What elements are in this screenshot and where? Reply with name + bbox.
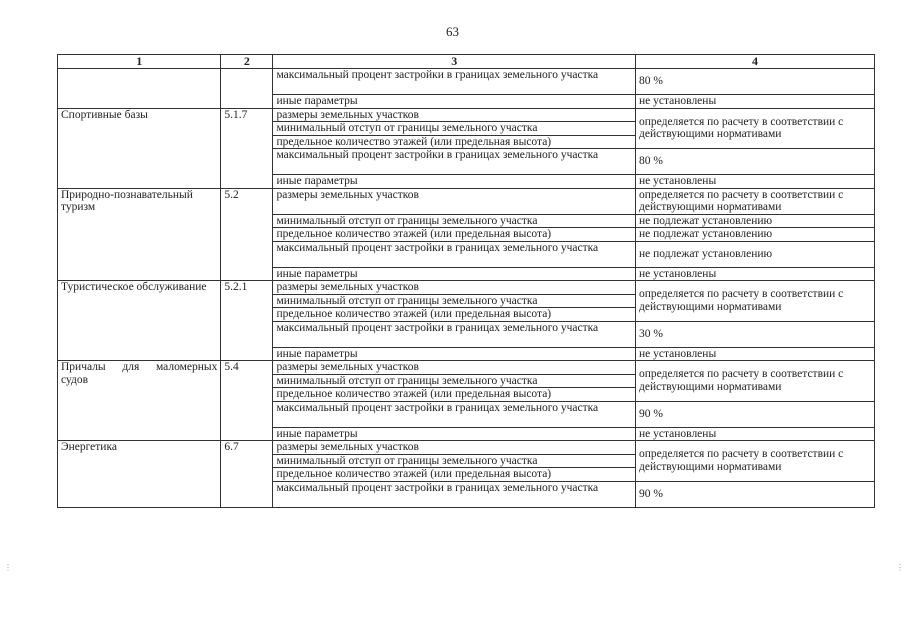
use-code-cell: 5.2 bbox=[221, 188, 273, 281]
use-name-cell bbox=[58, 69, 221, 109]
param-cell: максимальный процент застройки в границах земельного участка bbox=[273, 69, 636, 95]
param-cell: размеры земельных участков bbox=[273, 361, 636, 375]
param-cell: максимальный процент застройки в границах земельного участка bbox=[273, 401, 636, 427]
value-cell: 90 % bbox=[636, 401, 875, 427]
value-cell: не установлены bbox=[636, 175, 875, 189]
table-row bbox=[58, 188, 875, 214]
param-cell: максимальный процент застройки в границах земельного участка bbox=[273, 241, 636, 267]
value-cell: не подлежат установлению bbox=[636, 214, 875, 228]
scan-margin-mark-left: ⋮ bbox=[4, 563, 12, 572]
use-code-cell: 5.2.1 bbox=[221, 281, 273, 361]
table-row bbox=[58, 281, 875, 295]
table-row bbox=[58, 69, 875, 95]
value-cell: не установлены bbox=[636, 95, 875, 109]
param-cell: размеры земельных участков bbox=[273, 108, 636, 122]
value-cell: определяется по расчету в соответствии с действующими нормативами bbox=[636, 188, 875, 214]
value-cell: определяется по расчету в соответствии с действующими нормативами bbox=[636, 361, 875, 402]
scan-margin-mark-right: ⋮ bbox=[896, 563, 904, 572]
value-cell: не подлежат установлению bbox=[636, 228, 875, 242]
param-cell: минимальный отступ от границы земельного участка bbox=[273, 454, 636, 468]
param-cell: максимальный процент застройки в границах земельного участка bbox=[273, 149, 636, 175]
value-cell: определяется по расчету в соответствии с действующими нормативами bbox=[636, 441, 875, 482]
value-cell: не установлены bbox=[636, 427, 875, 441]
table-row bbox=[58, 108, 875, 122]
param-cell: минимальный отступ от границы земельного участка bbox=[273, 214, 636, 228]
param-cell: иные параметры bbox=[273, 267, 636, 281]
value-cell: 30 % bbox=[636, 321, 875, 347]
param-cell: максимальный процент застройки в границах земельного участка bbox=[273, 481, 636, 507]
use-name-cell: Туристическое обслуживание bbox=[58, 281, 221, 361]
header-row bbox=[58, 55, 875, 69]
header-col-3: 3 bbox=[273, 55, 636, 69]
table-row bbox=[58, 361, 875, 375]
land-use-regulations-table bbox=[57, 54, 875, 508]
param-cell: иные параметры bbox=[273, 427, 636, 441]
use-name-cell: Энергетика bbox=[58, 441, 221, 508]
table-row bbox=[58, 441, 875, 455]
header-col-4: 4 bbox=[636, 55, 875, 69]
page-number: 63 bbox=[446, 24, 459, 39]
value-cell: определяется по расчету в соответствии с действующими нормативами bbox=[636, 281, 875, 322]
use-code-cell: 5.4 bbox=[221, 361, 273, 441]
use-name-cell: Причалы для маломерных судов bbox=[58, 361, 221, 441]
param-cell: иные параметры bbox=[273, 175, 636, 189]
header-col-1: 1 bbox=[58, 55, 221, 69]
param-cell: минимальный отступ от границы земельного участка bbox=[273, 294, 636, 308]
use-code-cell bbox=[221, 69, 273, 109]
use-code-cell: 6.7 bbox=[221, 441, 273, 508]
param-cell: минимальный отступ от границы земельного участка bbox=[273, 374, 636, 388]
value-cell: определяется по расчету в соответствии с действующими нормативами bbox=[636, 108, 875, 149]
header-col-2: 2 bbox=[221, 55, 273, 69]
param-cell: иные параметры bbox=[273, 95, 636, 109]
param-cell: минимальный отступ от границы земельного участка bbox=[273, 122, 636, 136]
param-cell: предельное количество этажей (или предельная высота) bbox=[273, 468, 636, 482]
use-code-cell: 5.1.7 bbox=[221, 108, 273, 188]
param-cell: предельное количество этажей (или предельная высота) bbox=[273, 308, 636, 322]
use-name-cell: Природно-познавательный туризм bbox=[58, 188, 221, 281]
value-cell: 80 % bbox=[636, 69, 875, 95]
param-cell: размеры земельных участков bbox=[273, 441, 636, 455]
param-cell: размеры земельных участков bbox=[273, 188, 636, 214]
param-cell: предельное количество этажей (или предельная высота) bbox=[273, 228, 636, 242]
value-cell: не подлежат установлению bbox=[636, 241, 875, 267]
param-cell: иные параметры bbox=[273, 347, 636, 361]
value-cell: 80 % bbox=[636, 149, 875, 175]
value-cell: не установлены bbox=[636, 347, 875, 361]
param-cell: предельное количество этажей (или предельная высота) bbox=[273, 388, 636, 402]
param-cell: предельное количество этажей (или предельная высота) bbox=[273, 135, 636, 149]
param-cell: максимальный процент застройки в границах земельного участка bbox=[273, 321, 636, 347]
use-name-cell: Спортивные базы bbox=[58, 108, 221, 188]
value-cell: не установлены bbox=[636, 267, 875, 281]
value-cell: 90 % bbox=[636, 481, 875, 507]
param-cell: размеры земельных участков bbox=[273, 281, 636, 295]
